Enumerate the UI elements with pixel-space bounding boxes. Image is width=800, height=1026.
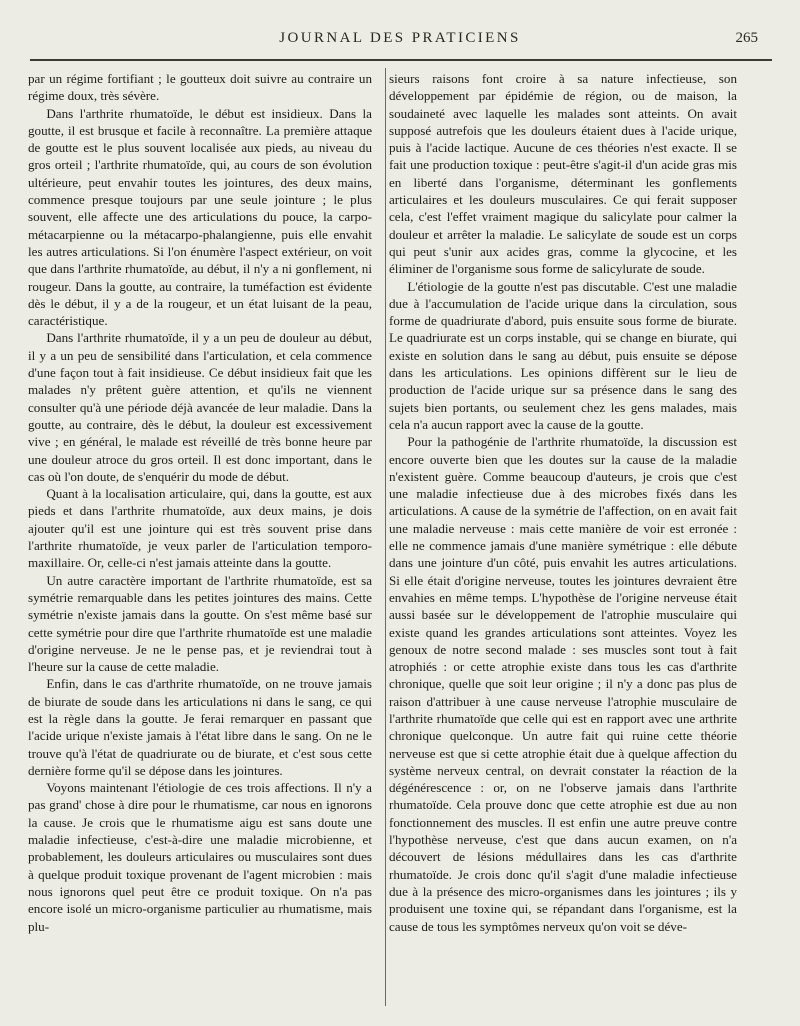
page-number: 265 <box>735 30 758 46</box>
paragraph: Dans l'arthrite rhumatoïde, il y a un peu de douleur au début, il y a un peu de sensibilité dans l'articulation, et cela commence d'une façon tout à fait insidieuse. Ce début insidieux fait que les malades n'y prêtent guère attention, et qu'ils ne viennent consulter qu'à une période déjà avancée de leur maladie. Dans la goutte, au contraire, dès le début, la douleur est excessivement vive ; en général, le malade est réveillé de très bonne heure par une douleur atroce du gros orteil. Il est donc important, dans le cas où l'on doute, de s'enquérir du mode de début. <box>28 330 372 484</box>
paragraph: Pour la pathogénie de l'arthrite rhumatoïde, la discussion est encore ouverte bien que les doutes sur la cause de la maladie n'existent guère. Comme beaucoup d'auteurs, je crois que c'est une maladie infectieuse due à des microbes fixés dans les articulations. A cause de la symétrie de l'affection, on en avait fait une maladie nerveuse : mais cette manière de voir est erronée : elle ne commence jamais d'une manière symétrique : elle débute dans une jointure d'un côté, puis envahit les autres articulations. Si elle était d'origine nerveuse, toutes les jointures devraient être envahies en même temps. L'hypothèse de l'origine nerveuse était aussi basée sur le développement de l'atrophie musculaire qui existe quand les grandes articulations sont atteintes. Voyez les genoux de notre second malade : ses muscles sont tout à fait atrophiés : or cette atrophie existe dans tous les cas d'arthrite chronique, quelle que soit leur origine ; il n'y a donc pas plus de raison d'attribuer à une cause nerveuse l'atrophie musculaire de l'arthrite rhumatoïde que celle qui est en rapport avec une arthrite chronique quelconque. Un autre fait qui ruine cette théorie nerveuse est que si cette atrophie était due à quelque affection du système nerveux central, on devrait constater la réaction de la dégénérescence : or, on ne l'observe jamais dans l'arthrite rhumatoïde. Cela prouve donc que cette atrophie est due au non fonctionnement des muscles. Il est enfin une autre preuve contre l'hypothèse nerveuse, c'est que dans aucun examen, on n'a découvert de lésions médullaires dans les cas d'arthrite rhumatoïde. Je crois donc qu'il s'agit d'une maladie infectieuse due à la présence des micro-organismes dans les jointures ; ils y produisent une toxine qui, se répandant dans l'organisme, est la cause de tous les symptômes nerveux qu'on voit se déve- <box>389 434 737 934</box>
paragraph: par un régime fortifiant ; le goutteux doit suivre au contraire un régime doux, très sévère. <box>28 71 372 104</box>
paragraph: Un autre caractère important de l'arthrite rhumatoïde, est sa symétrie remarquable dans les petites jointures des mains. Cette symétrie n'existe jamais dans la goutte. On s'est même basé sur cette symétrie pour dire que l'arthrite rhumatoïde est une maladie d'origine nerveuse. Je ne le pense pas, et je reviendrai tout à l'heure sur la cause de cette maladie. <box>28 572 372 675</box>
running-header <box>30 30 770 50</box>
column-divider <box>385 68 386 1006</box>
paragraph: L'étiologie de la goutte n'est pas discutable. C'est une maladie due à l'accumulation de l'acide urique dans la circulation, sous forme de quadriurate d'abord, puis ensuite sous forme de biurate. Le quadriurate est un corps instable, qui se change en biurate, qui existe en solution dans le sang au début, puis ensuite se dépose dans les articulations. Les opinions diffèrent sur le lieu de production de l'acide urique sur sa présence dans le sang des sujets bien portants, ou seulement chez les gens malades, mais cela n'a aucun rapport avec la cause de la goutte. <box>389 278 737 432</box>
paragraph: Quant à la localisation articulaire, qui, dans la goutte, est aux pieds et dans l'arthrite rhumatoïde, aux deux mains, je dois ajouter qu'il est une jointure qui est très souvent prise dans l'arthrite rhumatoïde, je veux parler de l'articulation temporo-maxillaire. Or, celle-ci n'est jamais atteinte dans la goutte. <box>28 486 372 571</box>
paragraph: Dans l'arthrite rhumatoïde, le début est insidieux. Dans la goutte, il est brusque et facile à reconnaître. La première attaque de goutte est le plus souvent localisée aux pieds, au niveau du gros orteil ; l'arthrite rhumatoïde, qui, au cours de son évolution ultérieure, peut envahir toutes les jointures, des deux mains, commence presque toujours par une seule jointure ; le plus souvent, elle affecte une des articulations du pouce, la carpo-métacarpienne ou la métacarpo-phalangienne, puis elle envahit les autres articulations. Si l'on énumère l'aspect extérieur, on voit que dans l'arthrite rhumatoïde, au début, il n'y a ni gonflement, ni rougeur. Dans la goutte, au contraire, la tuméfaction est évidente dès le début, il y a de la rougeur, et un état luisant de la peau, caractéristique. <box>28 105 372 329</box>
header-rule <box>30 59 772 61</box>
right-column <box>389 70 737 935</box>
left-column <box>28 70 372 935</box>
paragraph: sieurs raisons font croire à sa nature infectieuse, son développement par épidémie de région, ou de maison, la soudaineté avec laquelle les malades sont atteints. On avait supposé autrefois que les douleurs étaient dues à l'acide urique, puis à l'acide lactique. Aucune de ces théories n'est exacte. Il se fait une production toxique : peut-être s'agit-il d'un acide gras mis en liberté dans l'organisme, déterminant les gonflements articulaires et les douleurs musculaires. Ce qui ferait supposer cela, c'est l'effet vraiment magique du salicylate pour calmer la douleur et arrêter la maladie. Le salicylate de soude est un corps qui peut s'unir aux acides gras, comme la glycocine, et les éliminer de l'organisme sous forme de salicylurate de soude. <box>389 71 737 277</box>
journal-title: JOURNAL DES PRATICIENS <box>279 30 521 46</box>
paragraph: Enfin, dans le cas d'arthrite rhumatoïde, on ne trouve jamais de biurate de soude dans les articulations ni dans le sang, ce qui est la règle dans la goutte. Je ferai remarquer en passant que l'acide urique n'existe jamais à l'état libre dans le sang. On ne le trouve qu'à l'état de quadriurate ou de biurate, et c'est sous cette dernière forme qu'il se dépose dans les jointures. <box>28 676 372 778</box>
paragraph: Voyons maintenant l'étiologie de ces trois affections. Il n'y a pas grand' chose à dire pour le rhumatisme, car nous en ignorons la cause. Je crois que le rhumatisme aigu est sans doute une maladie infectieuse, c'est-à-dire une maladie microbienne, et probablement, les douleurs articulaires ou musculaires sont dues à quelque produit toxique provenant de l'agent microbien : mais nous ignorons quel peut être ce produit toxique. On n'a pas encore isolé un micro-organisme particulier au rhumatisme, mais plu- <box>28 780 372 934</box>
